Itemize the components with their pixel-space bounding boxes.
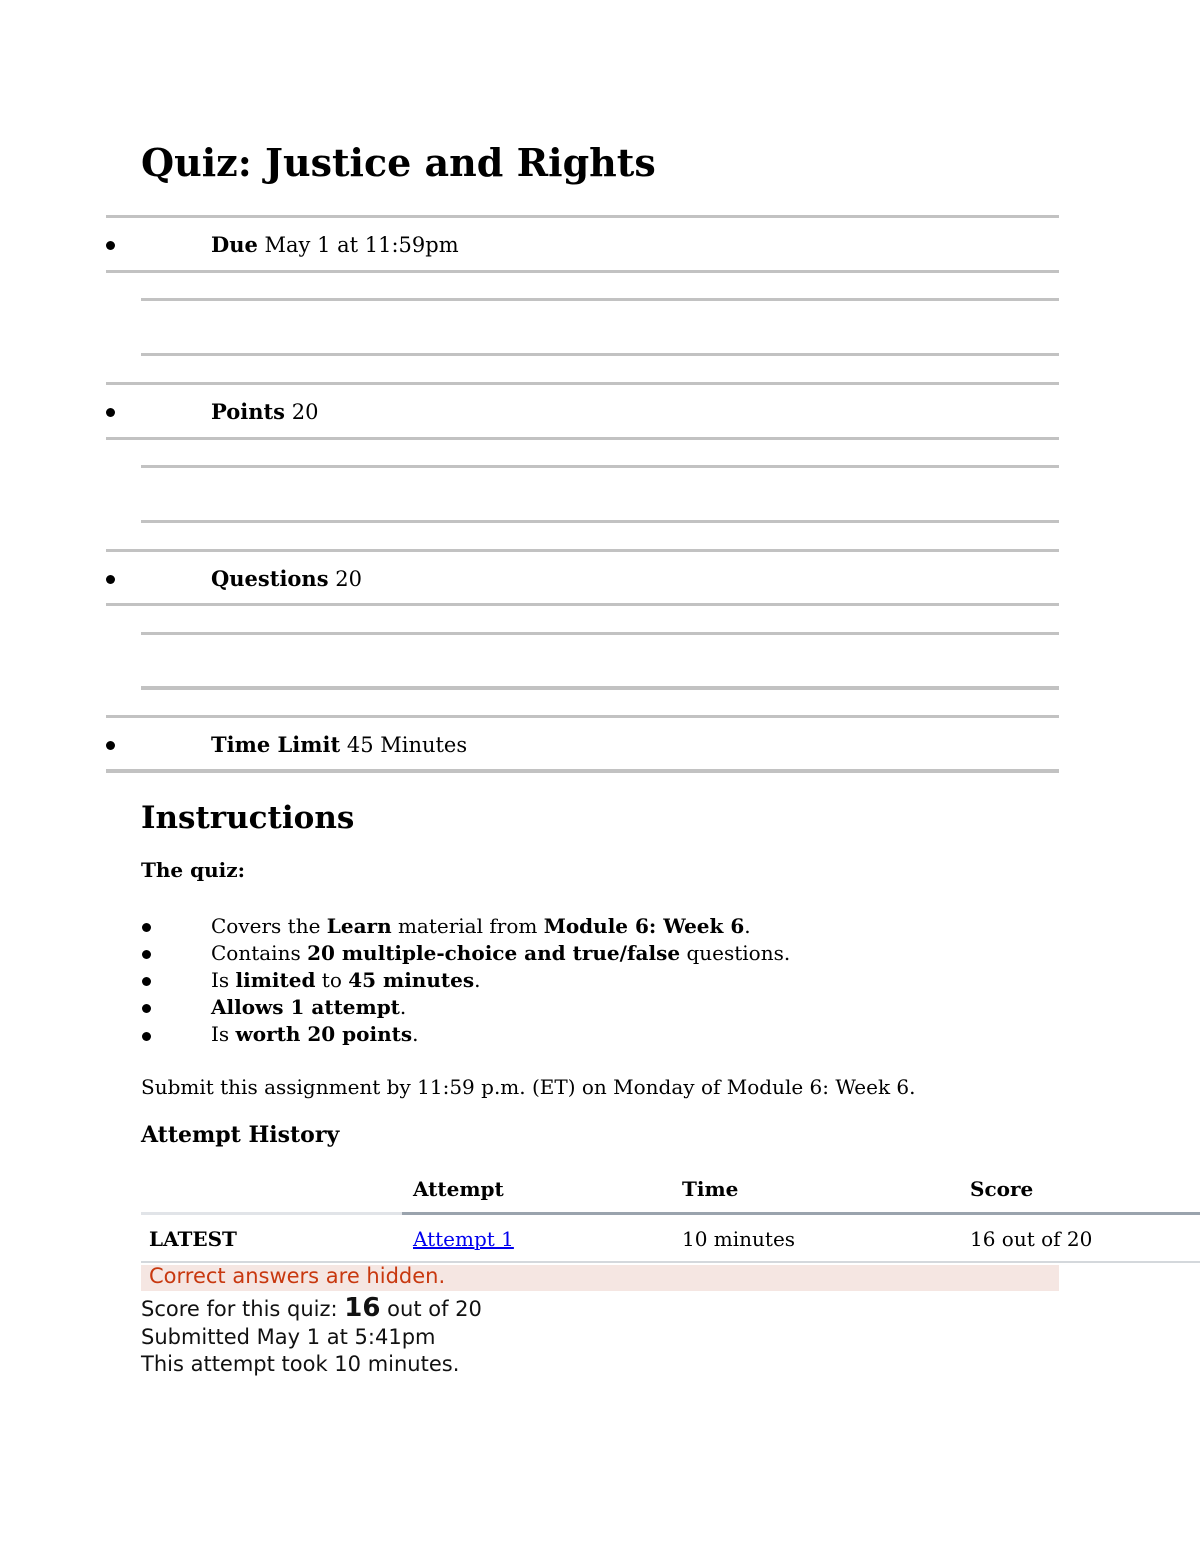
attempt-1-link[interactable]: Attempt 1	[413, 1227, 514, 1251]
bullet-icon	[142, 1004, 151, 1013]
detail-label: Questions	[211, 566, 329, 591]
divider	[106, 769, 1059, 773]
divider	[106, 603, 1059, 606]
quiz-score-value: 16	[344, 1293, 381, 1323]
column-header-time: Time	[682, 1177, 739, 1201]
divider	[141, 632, 1059, 635]
divider	[141, 520, 1059, 523]
detail-value: 20	[291, 400, 319, 424]
column-header-attempt: Attempt	[413, 1177, 504, 1201]
table-header-divider	[141, 1212, 402, 1215]
detail-questions	[211, 566, 362, 591]
detail-due	[211, 232, 459, 257]
attempt-history-heading: Attempt History	[141, 1122, 340, 1148]
detail-value: 45 Minutes	[346, 733, 468, 757]
instruction-item: Is limited to 45 minutes.	[211, 968, 481, 992]
submit-note: Submit this assignment by 11:59 p.m. (ET) on Monday of Module 6: Week 6.	[141, 1075, 916, 1099]
divider	[106, 437, 1059, 440]
latest-tag: LATEST	[149, 1227, 237, 1251]
instructions-intro: The quiz:	[141, 858, 245, 882]
detail-label: Time Limit	[211, 732, 341, 757]
attempt-link-cell	[413, 1227, 514, 1251]
divider	[106, 549, 1059, 552]
detail-points	[211, 399, 318, 424]
column-header-score: Score	[970, 1177, 1034, 1201]
bullet-icon	[106, 575, 115, 584]
divider	[141, 353, 1059, 356]
bullet-icon	[106, 241, 115, 250]
instructions-heading: Instructions	[141, 800, 355, 836]
divider	[106, 715, 1059, 718]
instruction-item: Allows 1 attempt.	[211, 995, 407, 1019]
bullet-icon	[142, 977, 151, 986]
bullet-icon	[106, 741, 115, 750]
divider	[141, 465, 1059, 468]
instruction-item: Is worth 20 points.	[211, 1022, 419, 1046]
divider	[106, 270, 1059, 273]
divider	[106, 382, 1059, 385]
table-row-divider	[141, 1261, 1200, 1263]
divider	[141, 298, 1059, 301]
detail-label: Points	[211, 399, 286, 424]
bullet-icon	[106, 408, 115, 417]
bullet-icon	[142, 950, 151, 959]
attempt-score: 16 out of 20	[970, 1227, 1093, 1251]
detail-value: May 1 at 11:59pm	[264, 233, 459, 257]
divider	[141, 686, 1059, 690]
detail-value: 20	[335, 567, 362, 591]
quiz-score-line: Score for this quiz: 16 out of 20	[141, 1293, 482, 1323]
detail-label: Due	[211, 232, 258, 257]
answers-hidden-notice: Correct answers are hidden.	[149, 1264, 446, 1288]
bullet-icon	[142, 923, 151, 932]
attempt-time: 10 minutes	[682, 1227, 796, 1251]
bullet-icon	[142, 1032, 151, 1041]
page-title: Quiz: Justice and Rights	[141, 140, 656, 185]
instruction-item: Contains 20 multiple-choice and true/false questions.	[211, 941, 791, 965]
attempt-duration: This attempt took 10 minutes.	[141, 1352, 460, 1376]
table-header-divider	[402, 1212, 1200, 1215]
instruction-item: Covers the Learn material from Module 6: Week 6.	[211, 914, 751, 938]
submitted-time: Submitted May 1 at 5:41pm	[141, 1325, 436, 1349]
detail-time-limit	[211, 732, 467, 757]
divider	[106, 215, 1059, 218]
